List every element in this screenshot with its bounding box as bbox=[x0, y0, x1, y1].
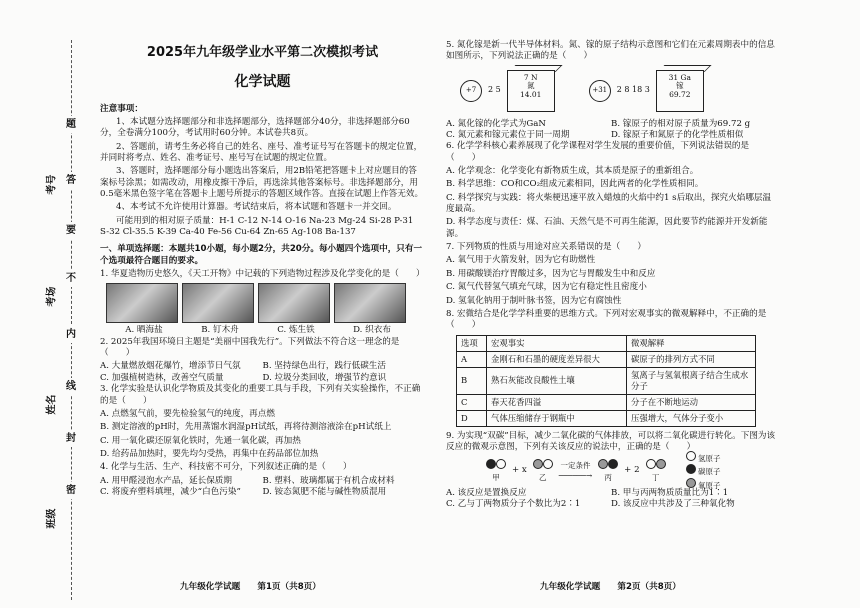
footer-right: 九年级化学试题 第2页（共8页） bbox=[540, 582, 681, 592]
table-row bbox=[457, 394, 756, 410]
question-3: 3. 化学实验是认识化学物质及其变化的重要工具与手段，下列有关实验操作，不正确的是（ ） bbox=[100, 384, 421, 406]
binding-margin bbox=[0, 0, 92, 608]
option[interactable]: C. 加强植树造林，改善空气质量 bbox=[100, 372, 224, 383]
reaction-condition: 一定条件 bbox=[560, 460, 591, 470]
q9-options-row bbox=[446, 488, 776, 499]
seal-char: 题 bbox=[64, 116, 78, 133]
cell: C bbox=[457, 394, 487, 410]
table-row bbox=[457, 411, 756, 427]
option[interactable]: C. 科学探究与实践：将火柴梗迅速平放入蜡烛的火焰中约1 s后取出，探究火焰哪层温度最高。 bbox=[446, 192, 772, 215]
option[interactable]: C. 炼生铁 bbox=[277, 325, 315, 336]
cell: 氢离子与氢氧根离子结合生成水分子 bbox=[627, 367, 756, 394]
molecule-jia bbox=[486, 459, 506, 483]
hydrogen-atom-icon bbox=[686, 451, 696, 461]
molecule-label: 乙 bbox=[539, 473, 547, 482]
carbon-atom-icon bbox=[608, 459, 618, 469]
page-right bbox=[446, 40, 776, 510]
coefficient: + 2 bbox=[624, 465, 640, 476]
seal-char: 要 bbox=[64, 222, 78, 239]
section-heading: 一、单项选择题：本题共10小题，每小题2分，共20分。每小题四个选项中，只有一个选项最符合题目的要求。 bbox=[100, 244, 423, 266]
hydrogen-atom-icon bbox=[646, 459, 656, 469]
option[interactable]: D. 铵态氮肥不能与碱性物质混用 bbox=[262, 486, 387, 497]
cell: 分子在不断地运动 bbox=[627, 394, 756, 410]
seal-char: 密 bbox=[64, 482, 78, 499]
hydrogen-atom-icon bbox=[543, 459, 553, 469]
hydrogen-atom-icon bbox=[496, 459, 506, 469]
cell: 气体压缩储存于钢瓶中 bbox=[487, 411, 627, 427]
option[interactable]: B. 坚持绿色出行，践行低碳生活 bbox=[262, 361, 386, 372]
legend-label: 氢原子 bbox=[697, 453, 721, 463]
carbon-atom-icon bbox=[486, 459, 496, 469]
seal-char: 答 bbox=[64, 172, 78, 189]
q5-options-row bbox=[446, 130, 776, 141]
cell: 碳原子的排列方式不同 bbox=[627, 351, 756, 367]
molecule-yi bbox=[533, 459, 553, 483]
q4-options-row bbox=[100, 476, 425, 487]
footer-left: 九年级化学试题 第1页（共8页） bbox=[180, 582, 321, 592]
label-class: 班级 bbox=[46, 508, 58, 529]
col-header: 宏观事实 bbox=[487, 335, 627, 351]
notice-item: 4、本考试不允许使用计算器。考试结束后，将本试题和答题卡一并交回。 bbox=[116, 202, 397, 213]
q1-options bbox=[106, 325, 425, 336]
cell: D bbox=[457, 411, 487, 427]
molecule-label: 丙 bbox=[604, 473, 612, 482]
question-6: 6. 化学学科核心素养展现了化学课程对学生发展的重要价值，下列说法错误的是（ ） bbox=[446, 141, 750, 163]
option[interactable]: A. 大量燃放烟花爆竹，增添节日气氛 bbox=[100, 361, 241, 372]
q8-table bbox=[456, 335, 756, 428]
option[interactable]: B. 用碳酸镁治疗胃酸过多，因为它与胃酸发生中和反应 bbox=[446, 268, 656, 279]
gallium-shells: 2 8 18 3 bbox=[616, 85, 650, 95]
option[interactable]: C. 氮元素和镓元素位于同一周期 bbox=[446, 130, 570, 141]
label-exam-number: 考号 bbox=[46, 174, 58, 195]
q2-options-row bbox=[100, 373, 425, 384]
molecule-label: 丁 bbox=[651, 473, 660, 482]
atomic-mass: 14.01 bbox=[519, 89, 542, 99]
option[interactable]: A. 点燃氢气前，要先检验氢气的纯度，再点燃 bbox=[100, 408, 275, 419]
table-header bbox=[457, 335, 756, 351]
option[interactable]: B. 科学思维：CO和CO₂组成元素相同，因此两者的化学性质相同。 bbox=[446, 179, 704, 190]
exam-subtitle: 化学试题 bbox=[234, 74, 291, 91]
q9-reaction-diagram bbox=[486, 453, 776, 490]
option[interactable]: D. 科学态度与责任：煤、石油、天然气是不可再生能源，因此要节约能源并开发新能源。 bbox=[446, 217, 768, 239]
question-2: 2. 2025年我国环境日主题是“美丽中国我先行”。下列做法不符合这一理念的是（ ） bbox=[100, 336, 400, 359]
option[interactable]: A. 氮化镓的化学式为GaN bbox=[446, 118, 546, 129]
notice-heading: 注意事项： bbox=[100, 103, 143, 114]
oxygen-atom-icon bbox=[656, 459, 666, 469]
gallium-cell bbox=[656, 70, 704, 112]
q9-options-row bbox=[446, 499, 776, 510]
cell: 金刚石和石墨的硬度差异很大 bbox=[487, 351, 627, 367]
table-row bbox=[457, 351, 756, 367]
col-header: 选项 bbox=[457, 335, 487, 351]
nitrogen-cell bbox=[507, 70, 555, 112]
symbol: Ga bbox=[680, 72, 692, 82]
option[interactable]: D. 镓原子和氮原子的化学性质相似 bbox=[611, 130, 744, 141]
wooden-boat-image bbox=[182, 283, 254, 323]
iron-smelting-image bbox=[258, 283, 330, 323]
q5-options-row bbox=[446, 119, 776, 130]
seal-char: 封 bbox=[64, 430, 78, 447]
exam-title: 2025年九年级学业水平第二次模拟考试 bbox=[146, 45, 379, 60]
option[interactable]: D. 织衣布 bbox=[353, 325, 391, 336]
oxygen-atom-icon bbox=[686, 478, 696, 488]
option[interactable]: D. 氢氧化钠用于制叶脉书签，因为它有腐蚀性 bbox=[446, 295, 622, 306]
option[interactable]: A. 该反应是置换反应 bbox=[446, 487, 527, 498]
atomic-number: 31 bbox=[668, 72, 679, 82]
option[interactable]: B. 甲与丙两物质质量比为1∶1 bbox=[611, 487, 729, 498]
option[interactable]: C. 乙与丁两物质分子个数比为2∶1 bbox=[446, 499, 581, 510]
question-8: 8. 宏微结合是化学学科重要的思维方式。下列对宏观事实的微观解释中，不正确的是（ ） bbox=[446, 308, 767, 331]
nitrogen-shells: 2 5 bbox=[488, 85, 501, 95]
sea-salt-image bbox=[106, 283, 178, 323]
option[interactable]: B. 钉木舟 bbox=[201, 325, 239, 336]
option[interactable]: A. 氧气用于火箭发射，因为它有助燃性 bbox=[446, 255, 596, 266]
cell: 压强增大，气体分子变小 bbox=[627, 411, 756, 427]
element-name: 氮 bbox=[526, 81, 535, 91]
option[interactable]: B. 镓原子的相对原子质量为69.72 g bbox=[611, 118, 751, 129]
gallium-nucleus: +31 bbox=[589, 80, 611, 102]
cell: B bbox=[457, 367, 487, 394]
option[interactable]: B. 塑料、玻璃都属于有机合成材料 bbox=[262, 475, 395, 486]
option[interactable]: C. 氮气代替氢气填充气球，因为它有稳定性且密度小 bbox=[446, 282, 647, 293]
atomic-mass: 69.72 bbox=[669, 89, 691, 99]
question-7: 7. 下列物质的性质与用途对应关系错误的是（ ） bbox=[446, 242, 646, 253]
weaving-image bbox=[334, 283, 406, 323]
reaction-arrow: 一定条件 ──────→ bbox=[558, 460, 593, 480]
notice-item: 3、答题时，选择题部分每小题选出答案后，用2B铅笔把答题卡上对应题目的答案标号涂黑；如需改动，用橡皮擦干净后，再选涂其他答案标号。非选择题部分，用0.5毫米黑色签字笔在答题卡上题号所提示的答题区域作答。直接在试题上作答无效。 bbox=[100, 166, 424, 200]
col-header: 微观解释 bbox=[627, 335, 756, 351]
q5-figure bbox=[460, 67, 776, 115]
option[interactable]: A. 化学观念：化学变化有新物质生成，其本质是原子的重新组合。 bbox=[446, 166, 699, 177]
q2-options-row bbox=[100, 361, 425, 372]
element-name: 镓 bbox=[676, 81, 684, 91]
seal-char: 不 bbox=[64, 270, 78, 287]
cell: 春天花香四溢 bbox=[487, 394, 627, 410]
q4-options-row bbox=[100, 487, 425, 498]
notice-item: 2、答题前，请考生务必将自己的姓名、座号、准考证号写在答题卡的规定位置，并同时将考点、姓名、准考证号、座号写在试题的规定位置。 bbox=[100, 141, 423, 163]
seal-char: 内 bbox=[64, 326, 78, 343]
molecule-label: 甲 bbox=[492, 473, 500, 482]
option[interactable]: D. 垃圾分类回收，增强节约意识 bbox=[262, 372, 387, 383]
option[interactable]: C. 用一氧化碳还原氧化铁时，先通一氧化碳，再加热 bbox=[100, 435, 301, 446]
legend-label: 碳原子 bbox=[697, 467, 721, 477]
option[interactable]: A. 用甲醛浸泡水产品，延长保质期 bbox=[100, 475, 232, 486]
question-9: 9. 为实现“双碳”目标，减少二氧化碳的气体排放，可以将二氧化碳进行转化。下图为该反应的微观示意图，下列有关该反应的说法中，正确的是（ ） bbox=[446, 431, 776, 453]
legend-label: 氧原子 bbox=[697, 480, 721, 490]
option[interactable]: A. 晒海盐 bbox=[125, 325, 163, 336]
nitrogen-nucleus: +7 bbox=[460, 80, 482, 102]
q1-images bbox=[106, 283, 425, 323]
carbon-atom-icon bbox=[686, 464, 696, 474]
seal-char: 线 bbox=[64, 378, 78, 395]
label-exam-room: 考场 bbox=[46, 286, 58, 307]
molecule-bing bbox=[598, 459, 618, 483]
molecule-ding bbox=[646, 459, 666, 483]
question-5: 5. 氮化镓是新一代半导体材料。氮、镓的原子结构示意图和它们在元素周期表中的信息如图所示，下列说法正确的是（ ） bbox=[446, 40, 775, 62]
option[interactable]: D. 该反应中共涉及了三种氧化物 bbox=[611, 499, 735, 510]
option[interactable]: D. 给药品加热时，要先均匀受热，再集中在药品部位加热 bbox=[100, 448, 319, 459]
label-name: 姓名 bbox=[46, 394, 58, 415]
page-left bbox=[100, 44, 425, 498]
option[interactable]: C. 将废弃塑料填埋，减少“白色污染” bbox=[100, 486, 241, 497]
table-row bbox=[457, 367, 756, 394]
notice-item: 1、本试题分选择题部分和非选择题部分，选择题部分40分，非选择题部分60分，全卷满分100分，考试用时60分钟。本试卷共8页。 bbox=[100, 116, 410, 139]
option[interactable]: B. 测定溶液的pH时，先用蒸馏水润湿pH试纸，再将待测溶液涂在pH试纸上 bbox=[100, 422, 392, 433]
atomic-number: 7 bbox=[523, 72, 529, 82]
symbol: N bbox=[531, 72, 538, 82]
oxygen-atom-icon bbox=[533, 459, 543, 469]
atomic-masses: 可能用到的相对原子质量：H-1 C-12 N-14 O-16 Na-23 Mg-24 Si-28 P-31 S-32 Cl-35.5 K-39 Ca-40 Fe-56 Cu-64 Zn-65 Ag-108 Ba-137 bbox=[100, 215, 414, 238]
oxygen-atom-icon bbox=[598, 459, 608, 469]
question-1: 1. 华夏造物历史悠久，《天工开物》中记载的下列造物过程涉及化学变化的是（ ） bbox=[100, 269, 425, 280]
cell: 熟石灰能改良酸性土壤 bbox=[487, 367, 627, 394]
atom-legend bbox=[686, 451, 721, 492]
coefficient: + x bbox=[512, 465, 527, 476]
question-4: 4. 化学与生活、生产、科技密不可分，下列叙述正确的是（ ） bbox=[100, 462, 352, 473]
cell: A bbox=[457, 351, 487, 367]
